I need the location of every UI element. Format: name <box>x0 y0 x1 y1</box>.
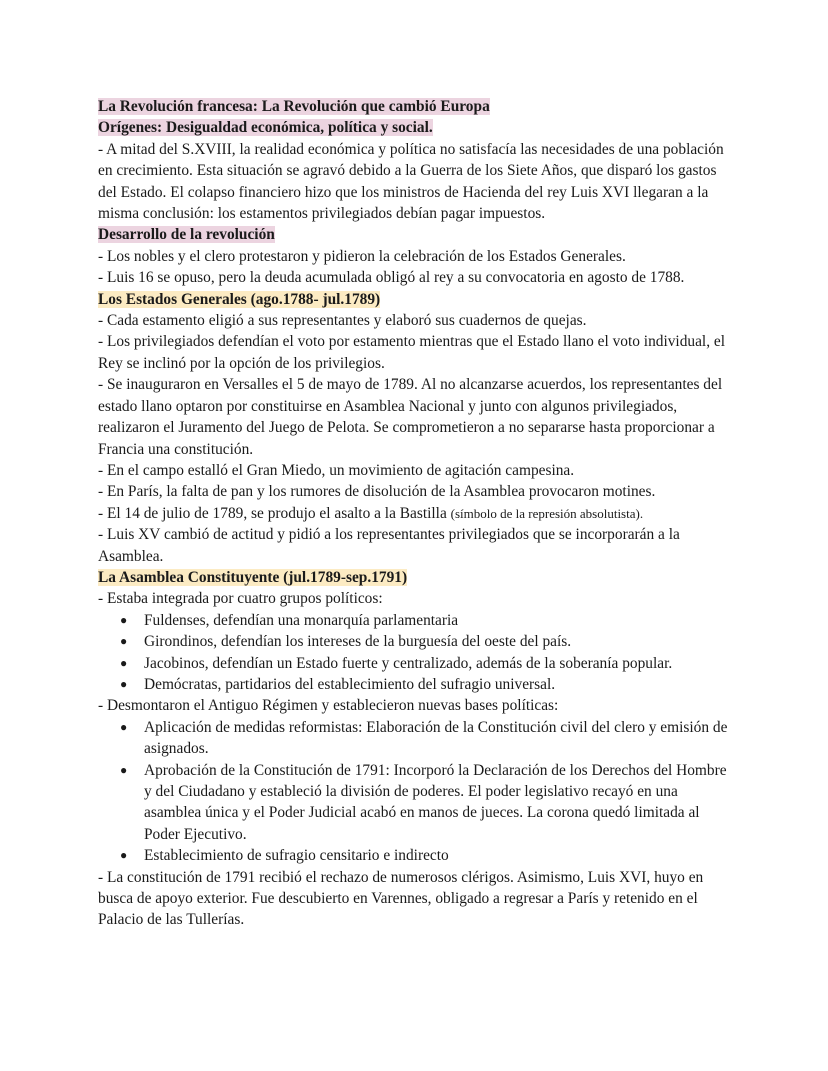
estates-line-4: - En el campo estalló el Gran Miedo, un movimiento de agitación campesina. <box>98 461 575 479</box>
list-item-text: Aplicación de medidas reformistas: Elaboración de la Constitución civil del clero y emisión de asignados. <box>144 718 728 758</box>
development-heading: Desarrollo de la revolución <box>98 226 275 244</box>
development-line-1: - Los nobles y el clero protestaron y pidieron la celebración de los Estados Generales. <box>98 247 626 265</box>
estates-heading: Los Estados Generales (ago.1788- jul.1789) <box>98 290 381 308</box>
list-item-text: Fuldenses, defendían una monarquía parlamentaria <box>144 611 459 629</box>
list-item-text: Aprobación de la Constitución de 1791: Incorporó la Declaración de los Derechos del Hombre y del Ciudadano y estableció la división de poderes. El poder legislativo recayó en una asamblea única y el Poder Judicial acabó en manos de jueces. La corona quedó limitada al Poder Ejecutivo. <box>144 761 727 843</box>
list-item <box>120 717 738 760</box>
list-item <box>120 653 738 674</box>
bullet-icon: ● <box>120 655 128 670</box>
bullet-icon: ● <box>120 676 128 691</box>
list-item-text: Girondinos, defendían los intereses de la burguesía del oeste del país. <box>144 633 572 651</box>
reforms-list <box>98 717 738 867</box>
reforms-intro: - Desmontaron el Antiguo Régimen y establecieron nuevas bases políticas: <box>98 697 559 715</box>
list-item-text: Jacobinos, defendían un Estado fuerte y centralizado, además de la soberanía popular. <box>144 654 673 672</box>
bastille-note: (símbolo de la represión absolutista). <box>450 505 644 521</box>
list-item <box>120 674 738 695</box>
document-title-line <box>98 96 738 117</box>
assembly-heading-line <box>98 567 738 588</box>
bullet-icon: ● <box>120 848 128 863</box>
estates-line-5: - En París, la falta de pan y los rumores de disolución de la Asamblea provocaron motines. <box>98 483 656 501</box>
list-item-text: Demócratas, partidarios del establecimiento del sufragio universal. <box>144 675 556 693</box>
bullet-icon: ● <box>120 634 128 649</box>
estates-line-1: - Cada estamento eligió a sus representantes y elaboró sus cuadernos de quejas. <box>98 312 587 330</box>
document-title: La Revolución francesa: La Revolución que cambió Europa <box>98 98 490 115</box>
estates-last-line: - Luis XV cambió de actitud y pidió a los representantes privilegiados que se incorporarán a la Asamblea. <box>98 526 680 565</box>
assembly-intro: - Estaba integrada por cuatro grupos políticos: <box>98 590 383 608</box>
list-item-text: Establecimiento de sufragio censitario e indirecto <box>144 847 449 865</box>
bullet-icon: ● <box>120 719 128 734</box>
bullet-icon: ● <box>120 762 128 777</box>
political-groups-list <box>98 610 738 696</box>
estates-line-2: - Los privilegiados defendían el voto por estamento mientras que el Estado llano el voto individual, el Rey se inclinó por la opción de los privilegios. <box>98 333 726 372</box>
closing-paragraph: - La constitución de 1791 recibió el rechazo de numerosos clérigos. Asimismo, Luis XVI, huyo en busca de apoyo exterior. Fue descubierto en Varennes, obligado a regresar a París y retenido en el Palacio de las Tullerías. <box>98 868 704 929</box>
development-heading-line <box>98 224 738 245</box>
list-item <box>120 845 738 866</box>
bullet-icon: ● <box>120 612 128 627</box>
bastille-text: - El 14 de julio de 1789, se produjo el asalto a la Bastilla <box>98 504 447 522</box>
list-item <box>120 760 738 846</box>
estates-heading-line <box>98 289 738 310</box>
estates-line-3: - Se inauguraron en Versalles el 5 de mayo de 1789. Al no alcanzarse acuerdos, los representantes del estado llano optaron por constituirse en Asamblea Nacional y junto con algunos privilegiados, realizaron el Juramento del Juego de Pelota. Se comprometieron a no separarse hasta proporcionar a Francia una constitución. <box>98 376 723 458</box>
origins-heading: Orígenes: Desigualdad económica, política y social. <box>98 119 433 137</box>
estates-bastille-line <box>98 503 738 524</box>
list-item <box>120 610 738 631</box>
origins-heading-line <box>98 117 738 138</box>
development-line-2: - Luis 16 se opuso, pero la deuda acumulada obligó al rey a su convocatoria en agosto de 1788. <box>98 269 685 287</box>
origins-paragraph: - A mitad del S.XVIII, la realidad económica y política no satisfacía las necesidades de una población en crecimiento. Esta situación se agravó debido a la Guerra de los Siete Años, que disparó los gastos del Estado. El colapso financiero hizo que los ministros de Hacienda del rey Luis XVI llegaran a la misma conclusión: los estamentos privilegiados debían pagar impuestos. <box>98 140 724 223</box>
list-item <box>120 631 738 652</box>
assembly-heading: La Asamblea Constituyente (jul.1789-sep.1791) <box>98 568 408 586</box>
